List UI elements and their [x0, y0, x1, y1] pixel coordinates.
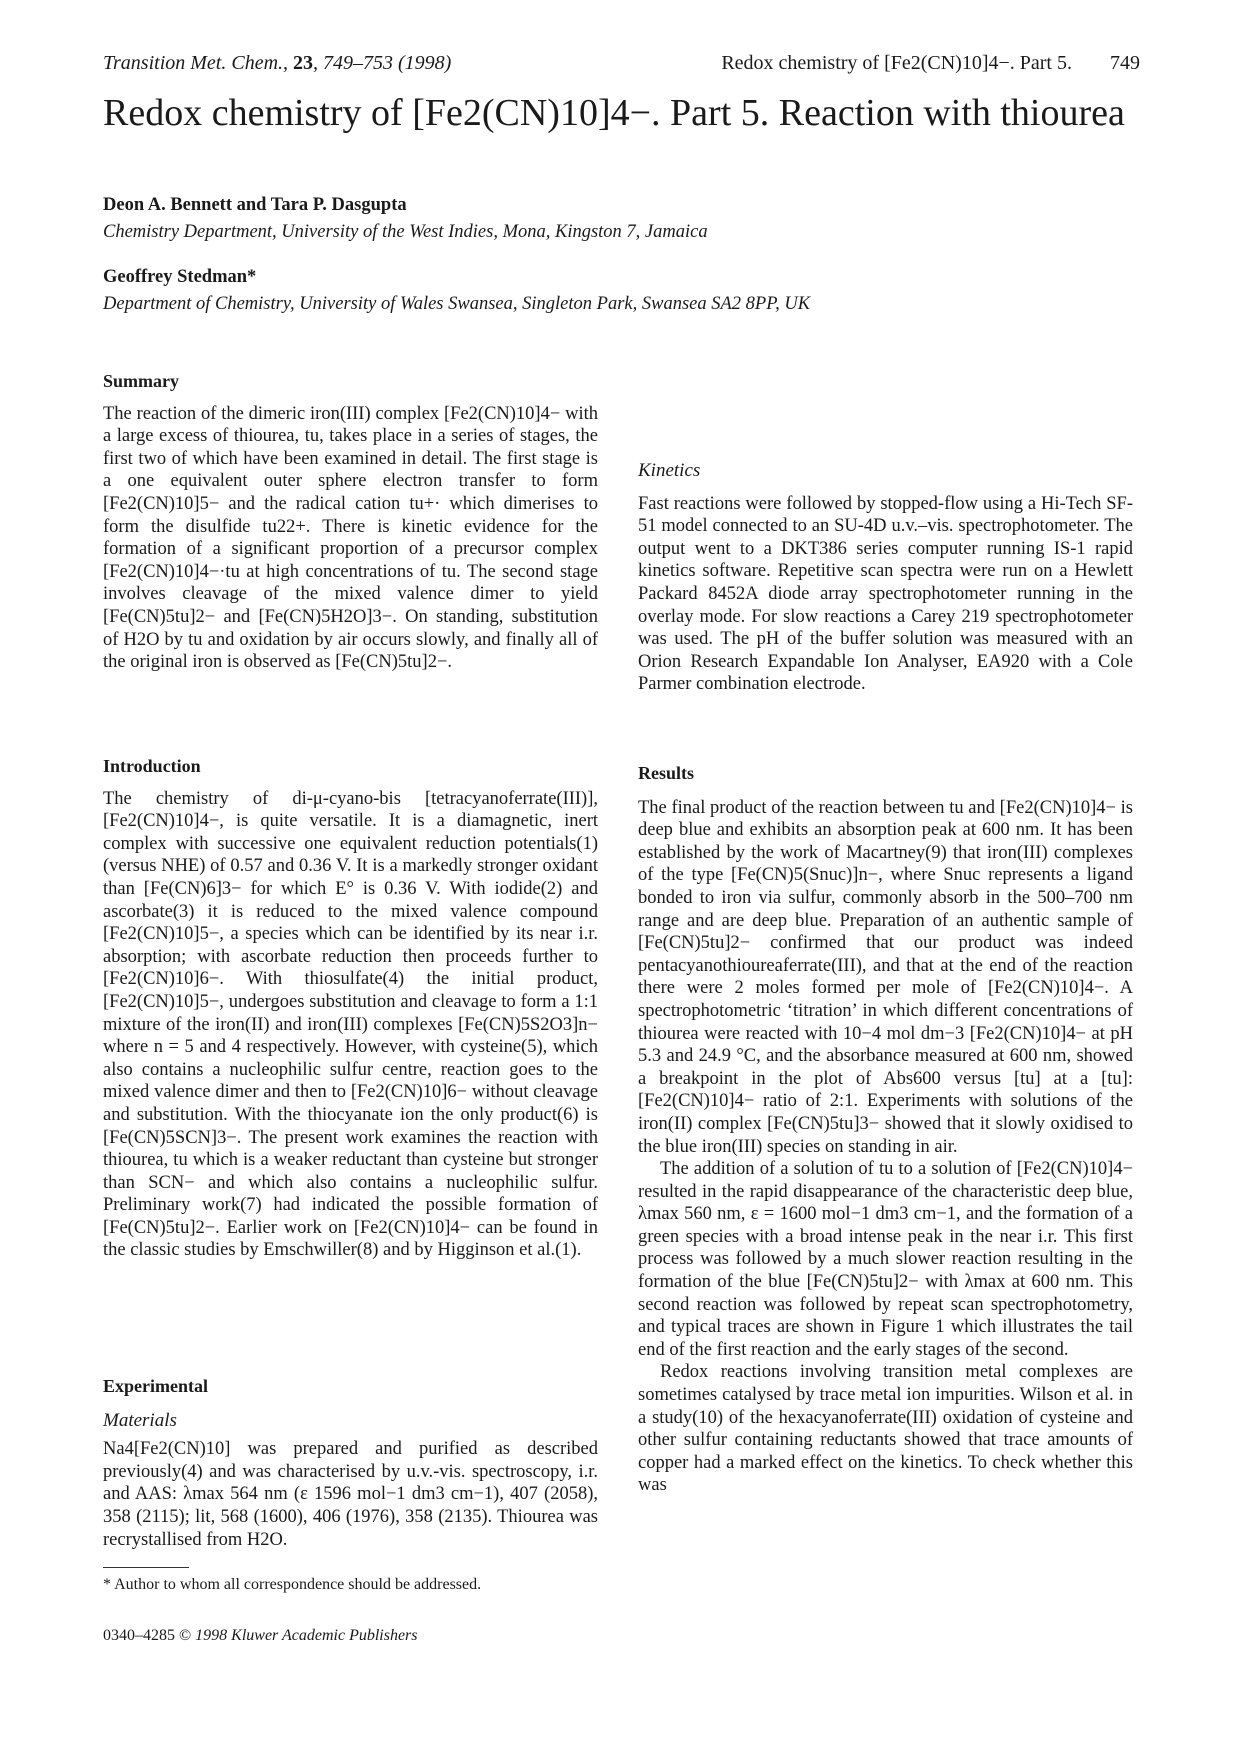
summary-heading: Summary	[103, 371, 179, 391]
experimental-section	[103, 1375, 598, 1551]
running-head	[103, 48, 1140, 78]
introduction-section	[103, 755, 598, 1262]
page-number: 749	[1110, 52, 1140, 74]
affiliation-2: Department of Chemistry, University of Wales Swansea, Singleton Park, Swansea SA2 8PP, UK	[103, 294, 811, 314]
kinetics-heading: Kinetics	[638, 460, 701, 481]
kinetics-paragraph: Fast reactions were followed by stopped-flow using a Hi-Tech SF-51 model connected to an SU-4D u.v.–vis. spectrophotometer. The output went to a DKT386 series computer running IS-1 rapid kinetics software. Repetitive scan spectra were run on a Hewlett Packard 8452A diode array spectrophotometer running in the overlay mode. For slow reactions a Carey 219 spectrophotometer was used. The pH of the buffer solution was measured with an Orion Research Expandable Ion Analyser, EA920 with a Cole Parmer combination electrode.	[638, 493, 1133, 695]
summary-paragraph: The reaction of the dimeric iron(III) complex [Fe2(CN)10]4− with a large excess of thiourea, tu, takes place in a series of stages, the first two of which have been examined in detail. The first stage is a one equivalent outer sphere electron transfer to form [Fe2(CN)10]5− and the radical cation tu+· which dimerises to form the disulfide tu22+. There is kinetic evidence for the formation of a significant proportion of a precursor complex [Fe2(CN)10]4−·tu at high concentrations of tu. The second stage involves cleavage of the mixed valence dimer to yield [Fe(CN)5tu]2− and [Fe(CN)5H2O]3−. On standing, substitution of H2O by tu and oxidation by air occurs slowly, and finally all of the original iron is observed as [Fe(CN)5tu]2−.	[103, 403, 598, 673]
authors-1: Deon A. Bennett and Tara P. Dasgupta	[103, 195, 407, 215]
publisher-name: 1998 Kluwer Academic Publishers	[195, 1627, 418, 1644]
affiliation-1: Chemistry Department, University of the West Indies, Mona, Kingston 7, Jamaica	[103, 222, 708, 242]
footnote: * Author to whom all correspondence should be addressed.	[103, 1576, 482, 1593]
results-heading: Results	[638, 763, 695, 783]
summary-section	[103, 370, 598, 674]
journal-name: Transition Met. Chem.	[103, 52, 284, 74]
introduction-paragraph: The chemistry of di-μ-cyano-bis [tetracyanoferrate(III)], [Fe2(CN)10]4−, is quite versatile. It is a diamagnetic, inert complex with successive one equivalent reduction potentials(1) (versus NHE) of 0.57 and 0.36 V. It is a markedly stronger oxidant than [Fe(CN)6]3− for which E° is 0.36 V. With iodide(2) and ascorbate(3) it is reduced to the mixed valence compound [Fe2(CN)10]5−, a species which can be identified by its near i.r. absorption; with ascorbate reduction then proceeds further to [Fe2(CN)10]6−. With thiosulfate(4) the initial product, [Fe2(CN)10]5−, undergoes substitution and cleavage to form a 1:1 mixture of the iron(II) and iron(III) complexes [Fe(CN)5S2O3]n− where n = 5 and 4 respectively. However, with cysteine(5), which also contains a nucleophilic sulfur centre, reaction goes to the mixed valence dimer and then to [Fe2(CN)10]6− without cleavage and substitution. With the thiocyanate ion the only product(6) is [Fe(CN)5SCN]3−. The present work examines the reaction with thiourea, tu which is a weaker reductant than cysteine but stronger than SCN− and which also contains a nucleophilic sulfur. Preliminary work(7) had indicated the possible formation of [Fe(CN)5tu]2−. Earlier work on [Fe2(CN)10]4− can be found in the classic studies by Emschwiller(8) and by Higginson et al.(1).	[103, 788, 598, 1261]
materials-heading: Materials	[103, 1409, 177, 1431]
copyright-line	[103, 1627, 418, 1645]
journal-citation: Transition Met. Chem., 23, 749–753 (1998)	[103, 52, 452, 74]
kinetics-section	[638, 460, 1133, 696]
issn-code: 0340–4285 ©	[103, 1627, 192, 1644]
footnote-divider	[103, 1567, 189, 1568]
authors-2: Geoffrey Stedman*	[103, 267, 257, 287]
journal-pages: , 749–753 (1998)	[313, 52, 452, 74]
journal-volume: 23	[293, 52, 314, 74]
introduction-heading: Introduction	[103, 756, 201, 776]
results-paragraph-3: Redox reactions involving transition metal complexes are sometimes catalysed by trace metal ion impurities. Wilson et al. in a study(10) of the hexacyanoferrate(III) oxidation of cysteine and other sulfur containing reductants showed that trace amounts of copper had a marked effect on the kinetics. To check whether this was	[638, 1362, 1133, 1496]
results-paragraph-1: The final product of the reaction between tu and [Fe2(CN)10]4− is deep blue and exhibits an absorption peak at 600 nm. It has been established by the work of Macartney(9) that iron(III) complexes of the type [Fe(CN)5(Snuc)]n−, where Snuc represents a ligand bonded to iron via sulfur, commonly absorb in the 500–700 nm range and are deep blue. Preparation of an authentic sample of [Fe(CN)5tu]2− confirmed that our product was indeed pentacyanothioureaferrate(III), and that at the end of the reaction there were 2 moles formed per mole of [Fe2(CN)10]4−. A spectrophotometric ‘titration’ in which different concentrations of thiourea were reacted with 10−4 mol dm−3 [Fe2(CN)10]4− at pH 5.3 and 24.9 °C, and the absorbance measured at 600 nm, showed a breakpoint in the plot of Abs600 versus [tu] at a [tu]:[Fe2(CN)10]4− ratio of 2:1. Experiments with solutions of the iron(II) complex [Fe(CN)5tu]3− showed that it slowly oxidised to the blue iron(III) species on standing in air.	[638, 797, 1133, 1157]
experimental-heading: Experimental	[103, 1376, 208, 1396]
results-paragraph-2: The addition of a solution of tu to a solution of [Fe2(CN)10]4− resulted in the rapid disappearance of the characteristic deep blue, λmax 560 nm, ε = 1600 mol−1 dm3 cm−1, and the formation of a green species with a broad intense peak in the near i.r. This first process was followed by a much slower reaction resulting in the formation of the blue [Fe(CN)5tu]2− with λmax at 600 nm. This second reaction was followed by repeat scan spectrophotometry, and typical traces are shown in Figure 1 which illustrates the tail end of the first reaction and the early stages of the second.	[638, 1159, 1133, 1360]
running-title-text: Redox chemistry of [Fe2(CN)10]4−. Part 5.	[721, 52, 1072, 74]
running-title	[721, 48, 1140, 78]
paper-title: Redox chemistry of [Fe2(CN)10]4−. Part 5. Reaction with thiourea	[103, 92, 1125, 134]
results-section	[638, 762, 1133, 1497]
materials-paragraph: Na4[Fe2(CN)10] was prepared and purified as described previously(4) and was characterised by u.v.-vis. spectroscopy, i.r. and AAS: λmax 564 nm (ε 1596 mol−1 dm3 cm−1), 407 (2058), 358 (2115); lit, 568 (1600), 406 (1976), 358 (2135). Thiourea was recrystallised from H2O.	[103, 1439, 598, 1550]
